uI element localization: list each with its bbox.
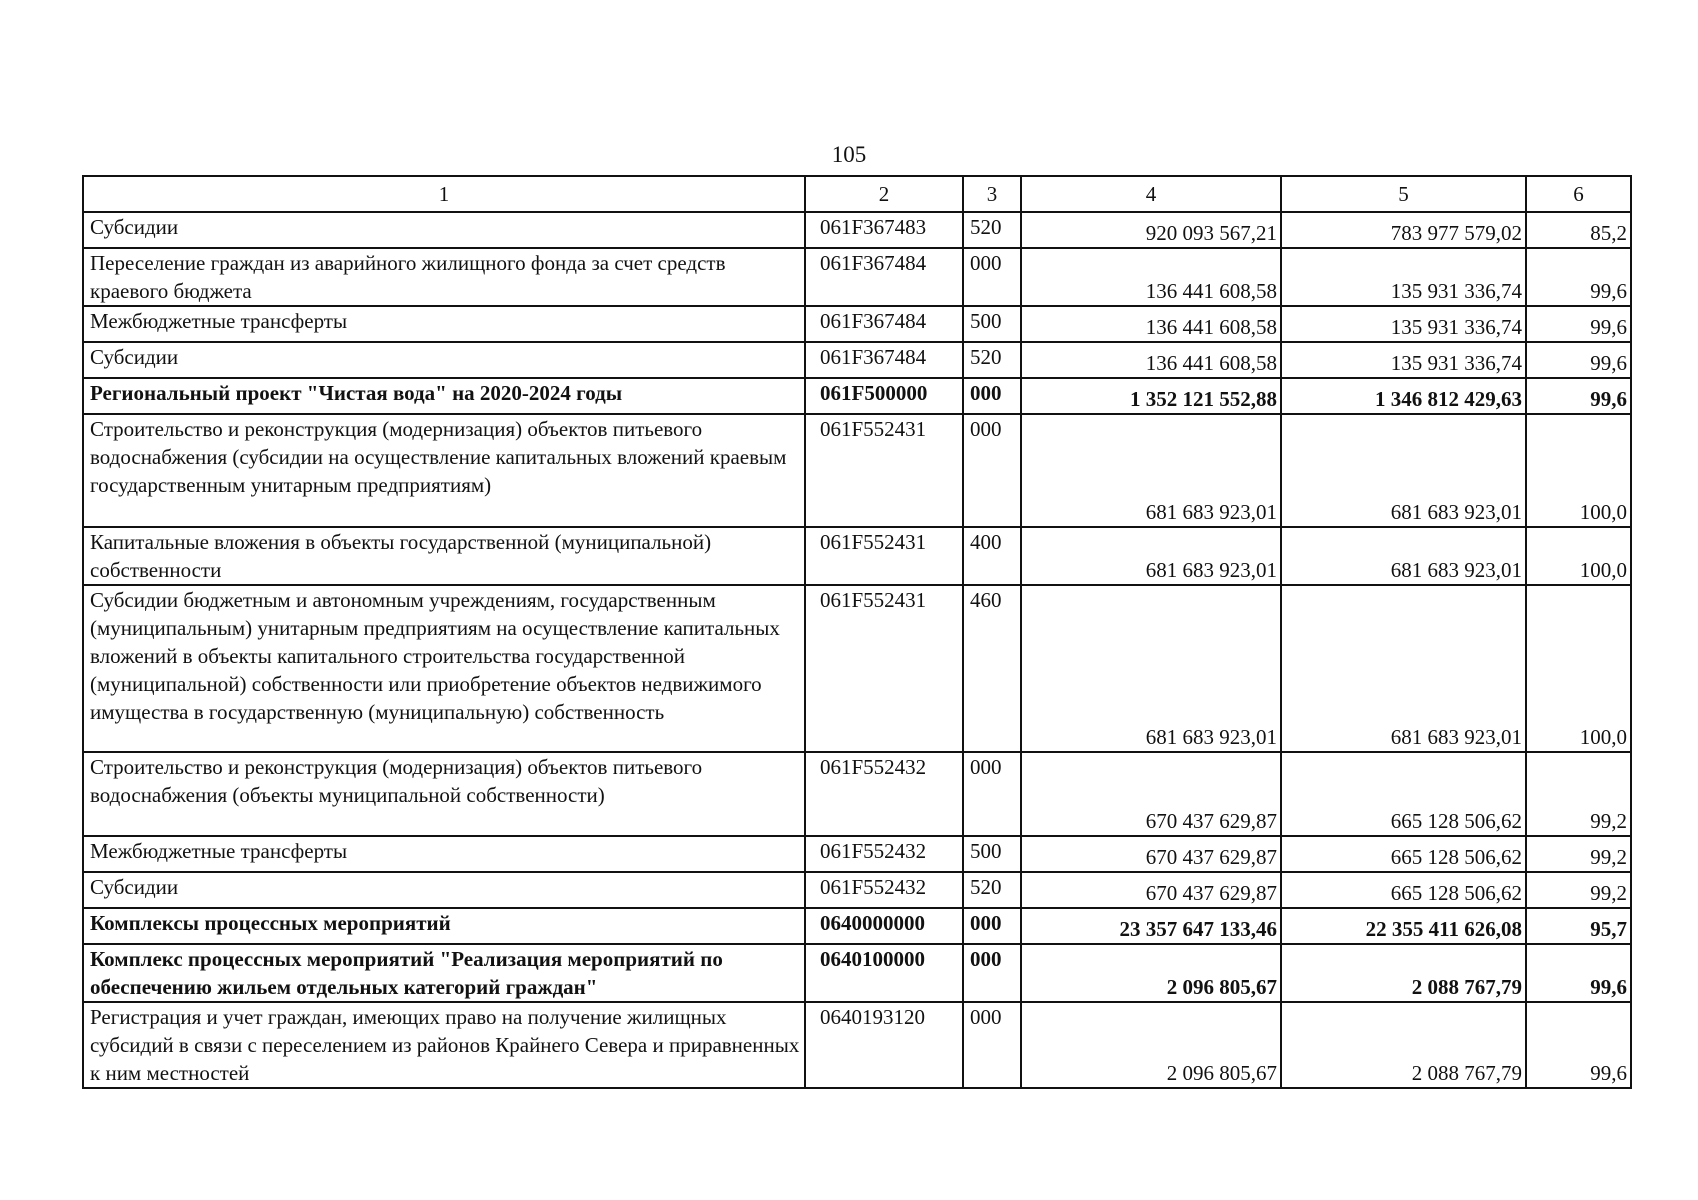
row-type-cell: 520 [963,872,1021,908]
header-col-6: 6 [1526,176,1631,212]
row-name-cell: Комплексы процессных мероприятий [83,908,805,944]
table-row [83,585,1631,752]
row-code-cell: 061F552431 [805,414,963,527]
row-actual-amount-cell: 783 977 579,02 [1281,212,1526,248]
row-actual-amount-cell: 665 128 506,62 [1281,836,1526,872]
header-col-3: 3 [963,176,1021,212]
table-row [83,306,1631,342]
table-header-row [83,176,1631,212]
row-actual-amount-cell: 2 088 767,79 [1281,944,1526,1002]
row-plan-amount-cell: 670 437 629,87 [1021,836,1281,872]
row-percent-cell: 99,2 [1526,872,1631,908]
row-name-cell: Межбюджетные трансферты [83,306,805,342]
row-percent-cell: 99,6 [1526,248,1631,306]
row-name-cell: Субсидии бюджетным и автономным учреждениям, государственным (муниципальным) унитарным предприятиям на осуществление капитальных вложений в объекты капитального строительства государственной (муниципальной) собственности или приобретение объектов недвижимого имущества в государственную (муниципальную) собственность [83,585,805,752]
row-name-cell: Строительство и реконструкция (модернизация) объектов питьевого водоснабжения (субсидии на осуществление капитальных вложений краевым государственным унитарным предприятиям) [83,414,805,527]
table-row [83,342,1631,378]
table-row [83,527,1631,585]
row-plan-amount-cell: 2 096 805,67 [1021,1002,1281,1088]
header-col-5: 5 [1281,176,1526,212]
row-code-cell: 061F367483 [805,212,963,248]
row-plan-amount-cell: 681 683 923,01 [1021,527,1281,585]
row-plan-amount-cell: 2 096 805,67 [1021,944,1281,1002]
table-row [83,944,1631,1002]
row-name-cell: Строительство и реконструкция (модернизация) объектов питьевого водоснабжения (объекты муниципальной собственности) [83,752,805,836]
row-name-cell: Межбюджетные трансферты [83,836,805,872]
table-row [83,752,1631,836]
row-code-cell: 0640000000 [805,908,963,944]
row-code-cell: 061F552432 [805,752,963,836]
row-code-cell: 061F367484 [805,342,963,378]
table-row [83,248,1631,306]
header-col-4: 4 [1021,176,1281,212]
budget-table [82,175,1632,1089]
row-type-cell: 000 [963,752,1021,836]
row-percent-cell: 85,2 [1526,212,1631,248]
table-body [83,176,1631,1088]
table-row [83,872,1631,908]
row-percent-cell: 99,6 [1526,306,1631,342]
row-plan-amount-cell: 681 683 923,01 [1021,414,1281,527]
row-code-cell: 061F552431 [805,585,963,752]
row-type-cell: 000 [963,1002,1021,1088]
row-type-cell: 500 [963,836,1021,872]
row-code-cell: 061F367484 [805,306,963,342]
row-percent-cell: 99,6 [1526,944,1631,1002]
row-plan-amount-cell: 1 352 121 552,88 [1021,378,1281,414]
row-percent-cell: 100,0 [1526,527,1631,585]
header-col-2: 2 [805,176,963,212]
row-actual-amount-cell: 135 931 336,74 [1281,342,1526,378]
row-actual-amount-cell: 1 346 812 429,63 [1281,378,1526,414]
row-actual-amount-cell: 681 683 923,01 [1281,527,1526,585]
table-row [83,212,1631,248]
table-row [83,414,1631,527]
row-code-cell: 061F500000 [805,378,963,414]
row-percent-cell: 99,6 [1526,1002,1631,1088]
row-actual-amount-cell: 135 931 336,74 [1281,306,1526,342]
table-row [83,378,1631,414]
row-plan-amount-cell: 136 441 608,58 [1021,248,1281,306]
header-col-1: 1 [83,176,805,212]
page-number: 105 [831,142,867,167]
row-type-cell: 000 [963,944,1021,1002]
row-code-cell: 061F552431 [805,527,963,585]
row-type-cell: 400 [963,527,1021,585]
row-name-cell: Субсидии [83,342,805,378]
row-type-cell: 520 [963,212,1021,248]
row-name-cell: Капитальные вложения в объекты государственной (муниципальной) собственности [83,527,805,585]
row-plan-amount-cell: 670 437 629,87 [1021,872,1281,908]
row-name-cell: Регистрация и учет граждан, имеющих право на получение жилищных субсидий в связи с переселением из районов Крайнего Севера и приравненных к ним местностей [83,1002,805,1088]
table-row [83,1002,1631,1088]
row-actual-amount-cell: 681 683 923,01 [1281,585,1526,752]
table-row [83,836,1631,872]
row-name-cell: Региональный проект "Чистая вода" на 2020-2024 годы [83,378,805,414]
row-type-cell: 520 [963,342,1021,378]
row-type-cell: 000 [963,378,1021,414]
row-percent-cell: 95,7 [1526,908,1631,944]
row-code-cell: 061F552432 [805,836,963,872]
row-plan-amount-cell: 136 441 608,58 [1021,306,1281,342]
row-percent-cell: 99,2 [1526,752,1631,836]
row-actual-amount-cell: 2 088 767,79 [1281,1002,1526,1088]
row-code-cell: 0640193120 [805,1002,963,1088]
row-actual-amount-cell: 665 128 506,62 [1281,752,1526,836]
row-type-cell: 000 [963,248,1021,306]
row-percent-cell: 99,6 [1526,342,1631,378]
row-actual-amount-cell: 681 683 923,01 [1281,414,1526,527]
table-row [83,908,1631,944]
row-type-cell: 460 [963,585,1021,752]
row-plan-amount-cell: 670 437 629,87 [1021,752,1281,836]
row-name-cell: Переселение граждан из аварийного жилищного фонда за счет средств краевого бюджета [83,248,805,306]
row-name-cell: Субсидии [83,212,805,248]
row-percent-cell: 99,2 [1526,836,1631,872]
row-name-cell: Субсидии [83,872,805,908]
row-code-cell: 061F552432 [805,872,963,908]
row-code-cell: 0640100000 [805,944,963,1002]
row-percent-cell: 99,6 [1526,378,1631,414]
row-actual-amount-cell: 22 355 411 626,08 [1281,908,1526,944]
row-type-cell: 000 [963,414,1021,527]
row-actual-amount-cell: 135 931 336,74 [1281,248,1526,306]
row-actual-amount-cell: 665 128 506,62 [1281,872,1526,908]
row-code-cell: 061F367484 [805,248,963,306]
row-percent-cell: 100,0 [1526,585,1631,752]
row-name-cell: Комплекс процессных мероприятий "Реализация мероприятий по обеспечению жильем отдельных категорий граждан" [83,944,805,1002]
row-type-cell: 500 [963,306,1021,342]
row-plan-amount-cell: 136 441 608,58 [1021,342,1281,378]
row-plan-amount-cell: 920 093 567,21 [1021,212,1281,248]
row-plan-amount-cell: 23 357 647 133,46 [1021,908,1281,944]
row-percent-cell: 100,0 [1526,414,1631,527]
row-plan-amount-cell: 681 683 923,01 [1021,585,1281,752]
row-type-cell: 000 [963,908,1021,944]
